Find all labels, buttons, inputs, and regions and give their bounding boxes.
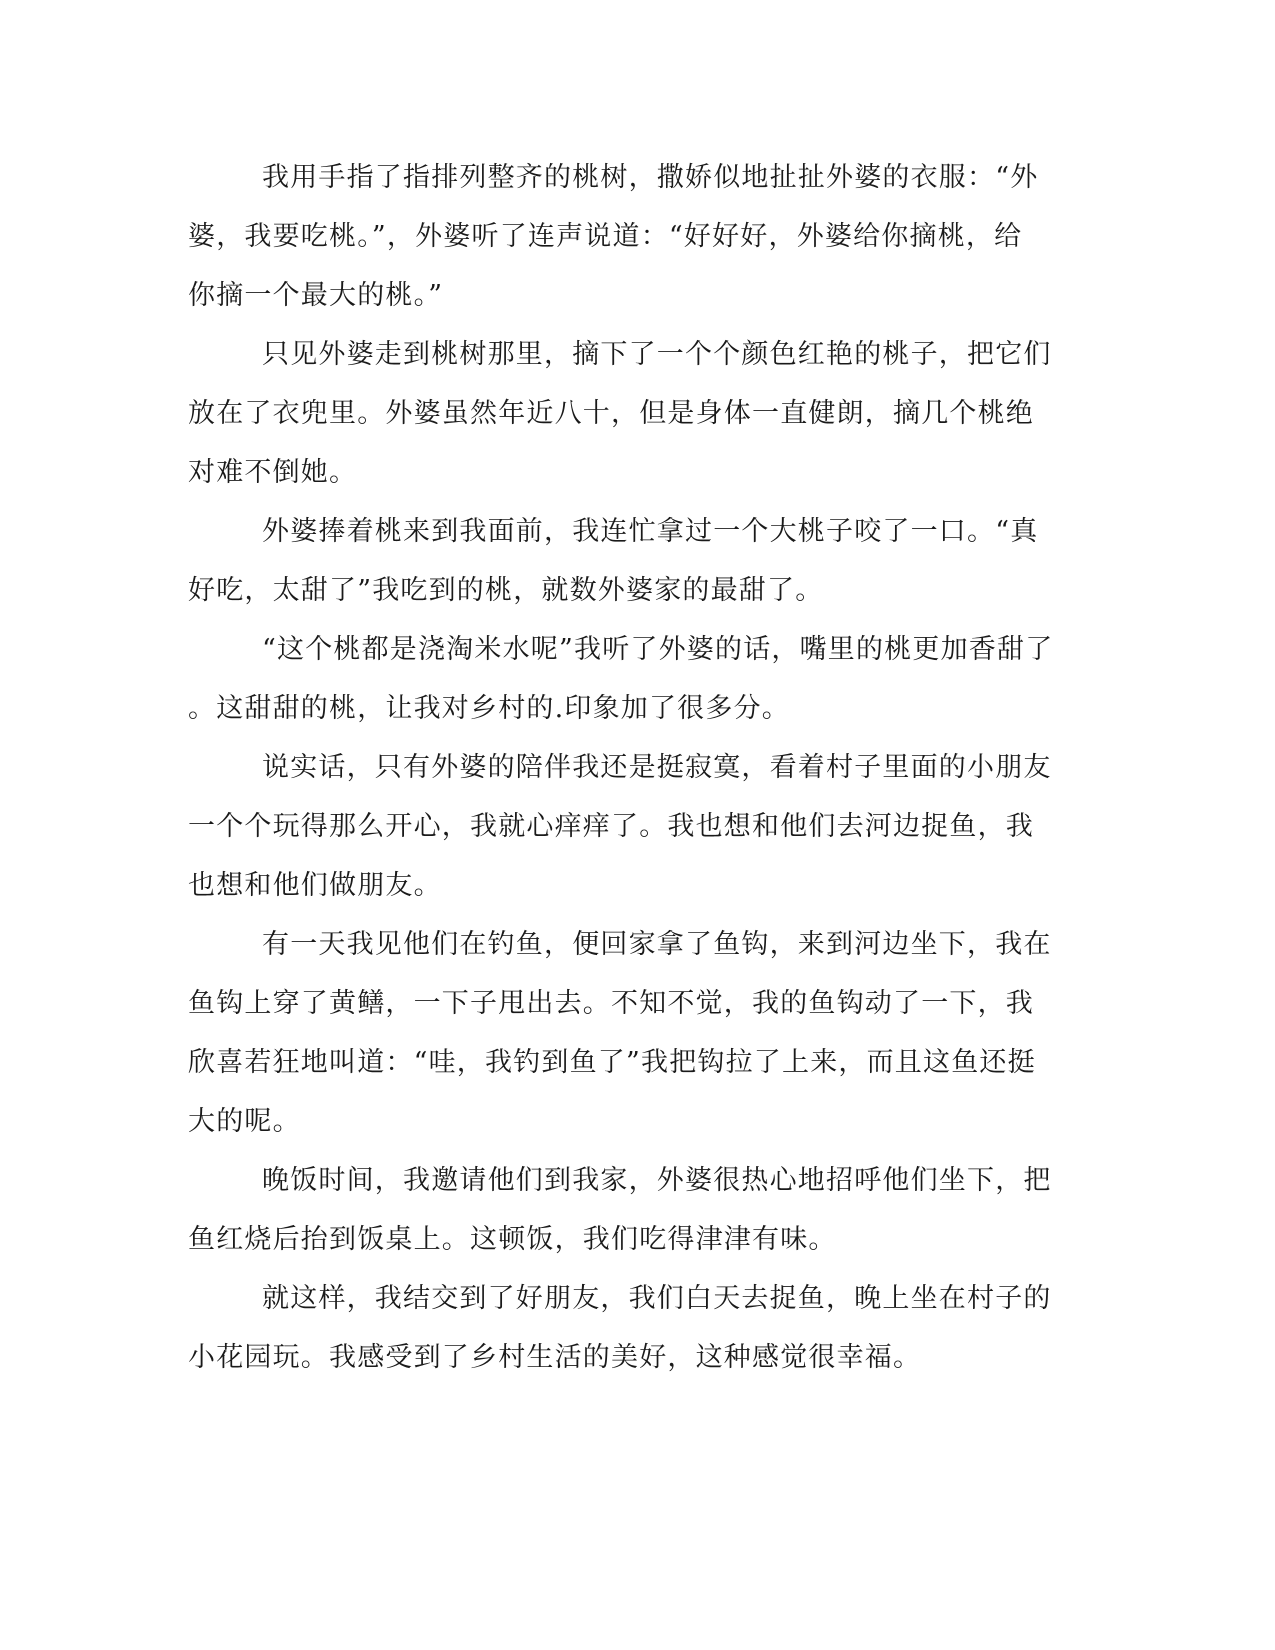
- paragraph-3-line-2: 好吃，太甜了”我吃到的桃，就数外婆家的最甜了。: [188, 575, 824, 606]
- paragraph-1-line-2: 婆，我要吃桃。”，外婆听了连声说道：“好好好，外婆给你摘桃，给: [188, 221, 1023, 252]
- paragraph-4-line-2: 。这甜甜的桃，让我对乡村的.印象加了很多分。: [188, 693, 790, 724]
- paragraph-5-line-1: 说实话，只有外婆的陪伴我还是挺寂寞，看着村子里面的小朋友: [262, 752, 1052, 783]
- paragraph-8-line-1: 就这样，我结交到了好朋友，我们白天去捉鱼，晚上坐在村子的: [262, 1283, 1052, 1314]
- paragraph-8-line-2: 小花园玩。我感受到了乡村生活的美好，这种感觉很幸福。: [188, 1342, 922, 1373]
- paragraph-7-line-2: 鱼红烧后抬到饭桌上。这顿饭，我们吃得津津有味。: [188, 1224, 837, 1255]
- paragraph-6-line-1: 有一天我见他们在钓鱼，便回家拿了鱼钩，来到河边坐下，我在: [262, 929, 1052, 960]
- paragraph-5-line-3: 也想和他们做朋友。: [188, 870, 442, 901]
- paragraph-6-line-4: 大的呢。: [188, 1106, 301, 1137]
- paragraph-1-line-1: 我用手指了指排列整齐的桃树，撒娇似地扯扯外婆的衣服：“外: [262, 162, 1039, 193]
- paragraph-1-line-3: 你摘一个最大的桃。”: [188, 280, 444, 311]
- paragraph-3-line-1: 外婆捧着桃来到我面前，我连忙拿过一个大桃子咬了一口。“真: [262, 516, 1039, 547]
- paragraph-2-line-1: 只见外婆走到桃树那里，摘下了一个个颜色红艳的桃子，把它们: [262, 339, 1052, 370]
- paragraph-2-line-3: 对难不倒她。: [188, 457, 358, 488]
- paragraph-2-line-2: 放在了衣兜里。外婆虽然年近八十，但是身体一直健朗，摘几个桃绝: [188, 398, 1034, 429]
- paragraph-7-line-1: 晚饭时间，我邀请他们到我家，外婆很热心地招呼他们坐下，把: [262, 1165, 1052, 1196]
- paragraph-6-line-3: 欣喜若狂地叫道：“哇，我钓到鱼了”我把钩拉了上来，而且这鱼还挺: [188, 1047, 1036, 1078]
- paragraph-6-line-2: 鱼钩上穿了黄鳝，一下子甩出去。不知不觉，我的鱼钩动了一下，我: [188, 988, 1034, 1019]
- paragraph-4-line-1: “这个桃都是浇淘米水呢”我听了外婆的话，嘴里的桃更加香甜了: [262, 634, 1054, 665]
- paragraph-5-line-2: 一个个玩得那么开心，我就心痒痒了。我也想和他们去河边捉鱼，我: [188, 811, 1034, 842]
